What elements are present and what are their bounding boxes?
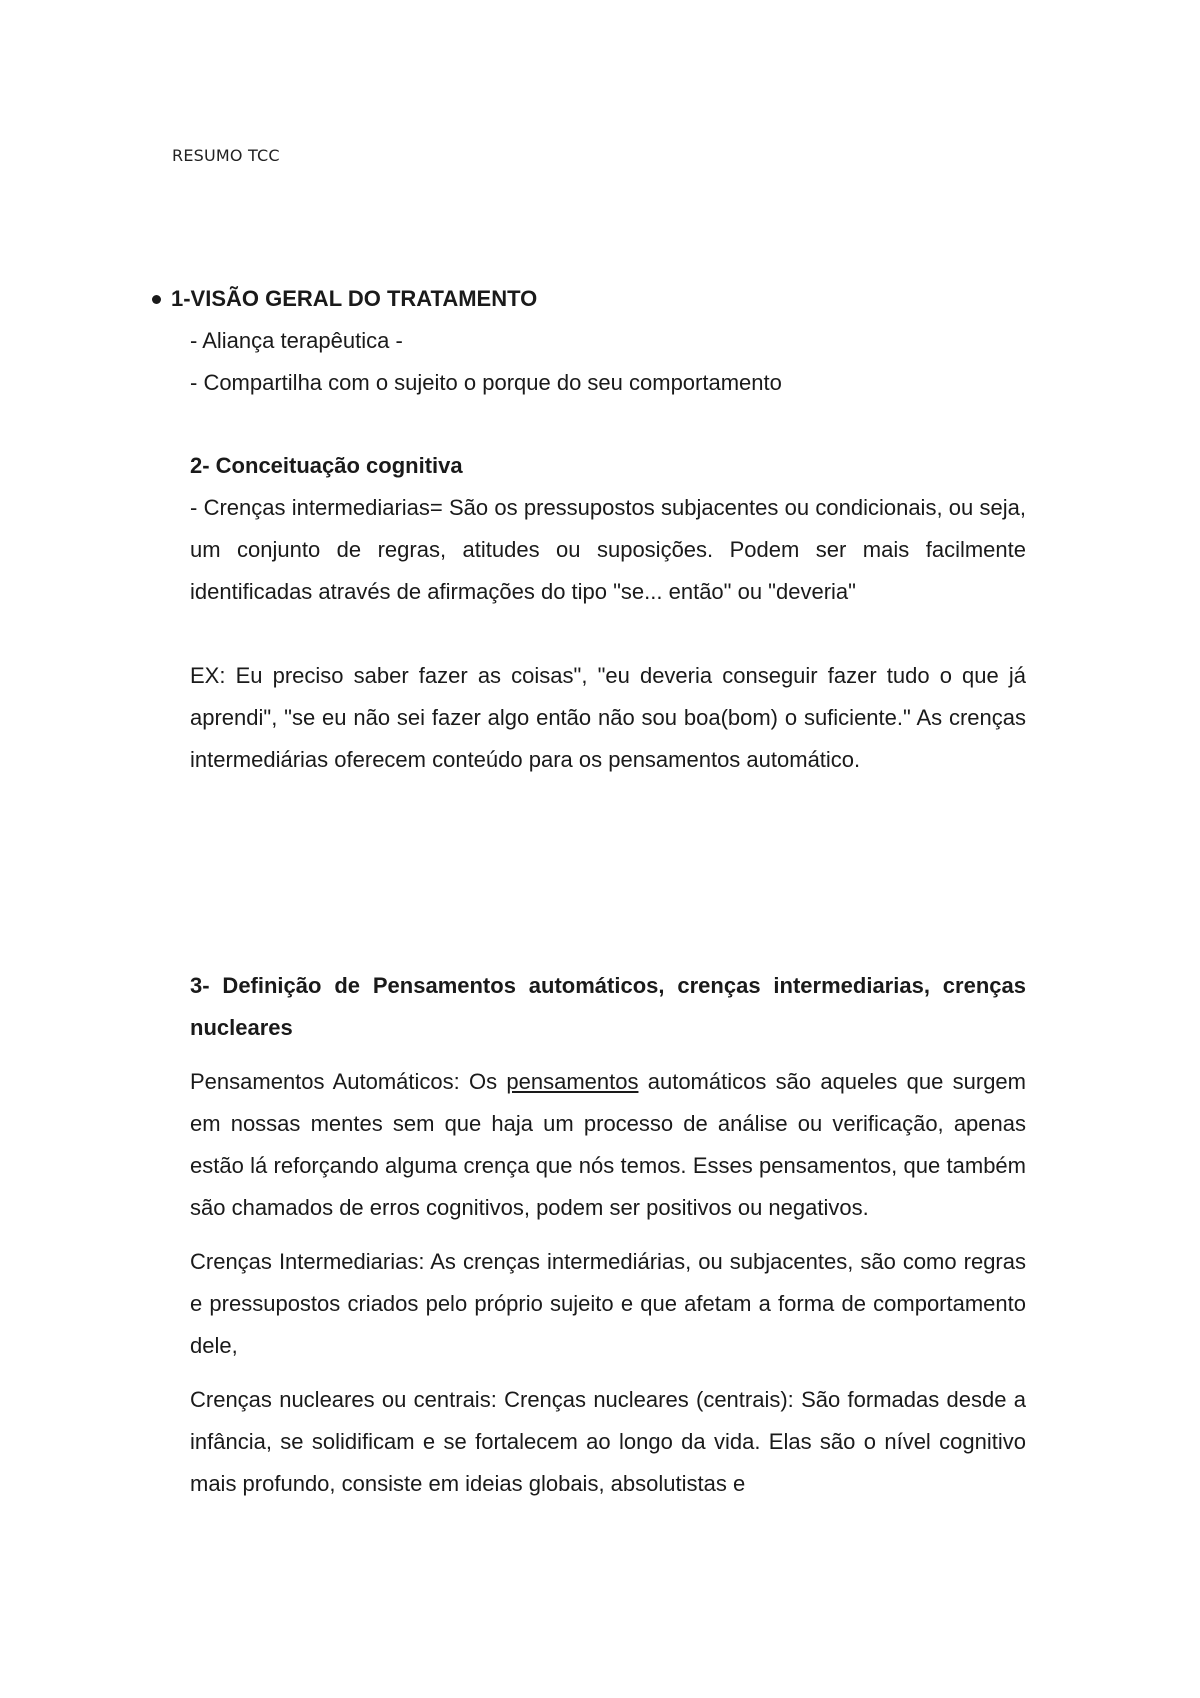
document-title: RESUMO TCC	[172, 146, 280, 165]
section-1-heading	[152, 278, 537, 320]
section-1-list	[190, 320, 1026, 404]
bullet-icon	[152, 295, 161, 304]
section-3-core-beliefs: Crenças nucleares ou centrais: Crenças nucleares (centrais): São formadas desde a infância, se solidificam e se fortalecem ao longo da vida. Elas são o nível cognitivo mais profundo, consiste em ideias globais, absolutistas e	[190, 1387, 1026, 1496]
auto-rest: automáticos são aqueles que surgem em nossas mentes sem que haja um processo de análise ou verificação, apenas estão lá reforçando alguma crença que nós temos. Esses pensamentos, que também são chamados de erros cognitivos, podem ser positivos ou negativos.	[190, 1069, 1026, 1220]
section-3-automatic-thoughts	[190, 1061, 1026, 1229]
section-2-heading: 2- Conceituação cognitiva	[190, 453, 463, 478]
section-1-item: - Compartilha com o sujeito o porque do seu comportamento	[190, 370, 782, 395]
auto-prefix: Pensamentos Automáticos: Os	[190, 1069, 507, 1094]
section-1-item: - Aliança terapêutica -	[190, 328, 403, 353]
section-2-definition: - Crenças intermediarias= São os pressupostos subjacentes ou condicionais, ou seja, um conjunto de regras, atitudes ou suposições. Podem ser mais facilmente identificadas através de afirmações do tipo "se... então" ou "deveria"	[190, 495, 1026, 604]
section-3-intermediate-beliefs: Crenças Intermediarias: As crenças intermediárias, ou subjacentes, são como regras e pressupostos criados pelo próprio sujeito e que afetam a forma de comportamento dele,	[190, 1249, 1026, 1358]
section-1-heading-text: 1-VISÃO GERAL DO TRATAMENTO	[171, 286, 538, 311]
section-2	[190, 445, 1026, 781]
pensamentos-link[interactable]: pensamentos	[506, 1069, 639, 1094]
spacer	[190, 613, 1026, 655]
section-2-example: EX: Eu preciso saber fazer as coisas", "eu deveria conseguir fazer tudo o que já aprendi", "se eu não sei fazer algo então não sou boa(bom) o suficiente." As crenças intermediárias oferecem conteúdo para os pensamentos automático.	[190, 663, 1026, 772]
section-3-heading: 3- Definição de Pensamentos automáticos, crenças intermediarias, crenças nucleares	[190, 973, 1026, 1040]
section-3	[190, 965, 1026, 1505]
